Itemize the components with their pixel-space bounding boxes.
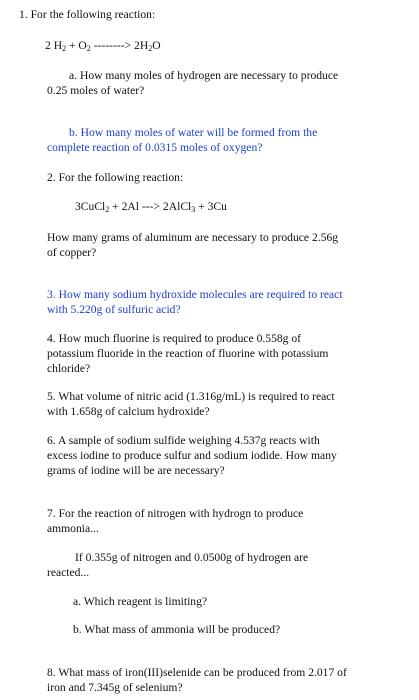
q7b: b. What mass of ammonia will be produced? [73, 623, 281, 636]
q1a-line-1: a. How many moles of hydrogen are necessary to produce [69, 69, 339, 82]
q5-line-2: with 1.658g of calcium hydroxide? [47, 405, 210, 418]
q7a: a. Which reagent is limiting? [73, 595, 208, 608]
q2-equation: 3CuCl$_2$ + 2Al ---> 2AlCl$_3$ + 3Cu [75, 200, 227, 214]
q1a-line-2: 0.25 moles of water? [47, 84, 145, 97]
q4-line-3: chloride? [47, 362, 91, 375]
q7-if-line-2: reacted... [47, 566, 90, 579]
q7-line-2: ammonia... [47, 522, 99, 535]
q6-line-1: 6. A sample of sodium sulfide weighing 4.537g reacts with [47, 434, 320, 447]
q2-line-2: of copper? [47, 246, 97, 259]
q1b-line-2: complete reaction of 0.0315 moles of oxygen? [47, 141, 263, 154]
q3-line-1: 3. How many sodium hydroxide molecules are required to react [47, 288, 343, 301]
q4-line-1: 4. How much fluorine is required to produce 0.558g of [47, 332, 302, 345]
q3-line-2: with 5.220g of sulfuric acid? [47, 303, 181, 316]
q1-title: 1. For the following reaction: [19, 8, 156, 21]
q4-line-2: potassium fluoride in the reaction of fluorine with potassium [47, 347, 329, 360]
q2-title: 2. For the following reaction: [47, 171, 184, 184]
q7-line-1: 7. For the reaction of nitrogen with hydrogn to produce [47, 507, 304, 520]
q8-line-2: iron and 7.345g of selenium? [47, 681, 183, 694]
q6-line-3: grams of iodine will be are necessary? [47, 464, 225, 477]
q7-if-line-1: If 0.355g of nitrogen and 0.0500g of hydrogen are [75, 551, 309, 564]
q6-line-2: excess iodine to produce sulfur and sodium iodide. How many [47, 449, 337, 462]
q8-line-1: 8. What mass of iron(III)selenide can be produced from 2.017 of [47, 666, 347, 679]
q2-line-1: How many grams of aluminum are necessary to produce 2.56g [47, 231, 339, 244]
q1-equation: 2 $H_2 + O_2$ --------> $2H_2O$ [45, 39, 161, 53]
q1b-line-1: b. How many moles of water will be formed from the [69, 126, 318, 139]
q5-line-1: 5. What volume of nitric acid (1.316g/mL) is required to react [47, 390, 335, 403]
